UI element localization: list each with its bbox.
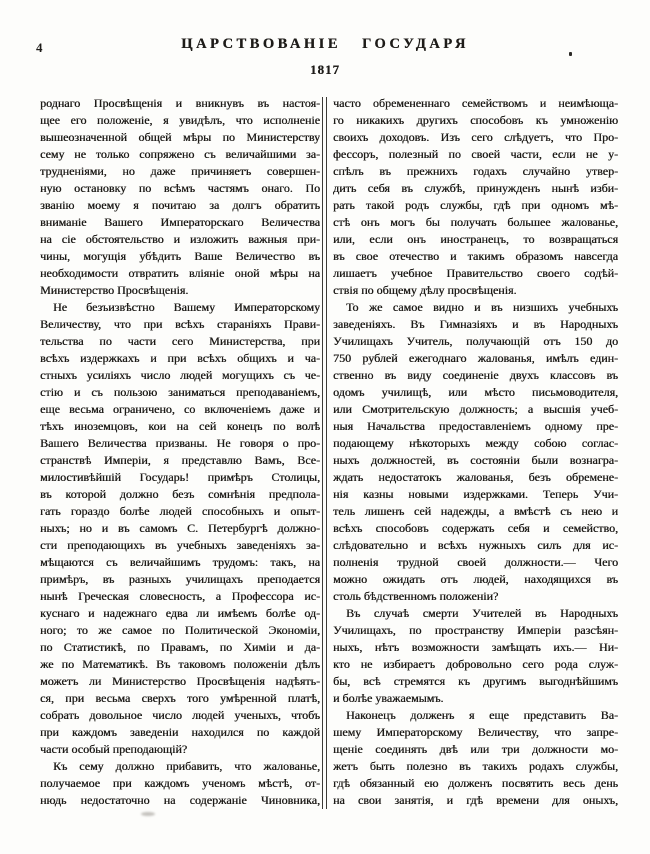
text-line: То же самое видно и въ низшихъ учебныхъ bbox=[346, 300, 618, 314]
text-line: го никакихъ другихъ способовъ къ умноженію bbox=[333, 113, 618, 127]
text-line: мѣщаются съ величайшимъ трудомъ: такъ, на bbox=[40, 555, 320, 569]
text-line: тѣхъ иноземцовъ, кои на сей конецъ по волѣ bbox=[40, 419, 320, 433]
text-line: слѣдовательно и всѣхъ нужныхъ силъ для ис- bbox=[333, 538, 618, 552]
paragraph bbox=[333, 299, 618, 605]
text-line: тель лишенъ сей надежды, а вмѣстѣ съ нею и bbox=[333, 504, 618, 518]
text-line: тельства по части сего Министерства, при bbox=[40, 334, 320, 348]
text-line: или, если онъ иностранецъ, то возвращаться bbox=[333, 232, 618, 246]
text-line: на сіе обстоятельство и изложить важныя при- bbox=[40, 232, 320, 246]
text-line: гдѣ обязанный ею долженъ посвятить весь день bbox=[333, 776, 618, 790]
text-line: ственно въ виду соединеніе двухъ классовъ въ bbox=[333, 368, 618, 382]
text-line: въ которой должно безъ сомнѣнія предпола- bbox=[40, 487, 320, 501]
text-line: вышеозначенной общей мѣры по Министерству bbox=[40, 130, 320, 144]
text-line: ныхъ; но и въ самомъ С. Петербургѣ должно- bbox=[40, 521, 320, 535]
text-line: роднаго Просвѣщенія и вникнувъ въ настоя- bbox=[40, 96, 320, 110]
text-line: ныхъ, нѣтъ возможности замѣщать ихъ.— Ни- bbox=[333, 640, 618, 654]
text-line: части особый преподающій? bbox=[40, 742, 188, 756]
text-line: ного; то же самое по Политической Экономіи, bbox=[40, 623, 320, 637]
text-column-left bbox=[40, 95, 320, 809]
text-line: въ свое отечество и такимъ образомъ навсегда bbox=[333, 249, 618, 263]
text-line: получаемое при каждомъ ученомъ мѣстѣ, от- bbox=[40, 776, 320, 790]
text-line: званію моему я почитаю за долгъ обратить bbox=[40, 198, 320, 212]
text-line: столь бѣдственномъ положеніи? bbox=[333, 589, 499, 603]
text-line: можетъ ли Министерство Просвѣщенія надѣять- bbox=[40, 674, 320, 688]
text-line: полненія трудной своей должности.— Чего bbox=[333, 555, 618, 569]
text-line: вниманіе Вашего Императорскаго Величества bbox=[40, 215, 320, 229]
text-line: рать такой родъ службы, гдѣ при одномъ мѣ- bbox=[333, 198, 618, 212]
text-line: ныя Начальства предоставленіемъ одному пре- bbox=[333, 419, 618, 433]
text-line: ждать недостатокъ жалованья, безъ обремене- bbox=[333, 470, 618, 484]
text-line: Величеству, что при всѣхъ стараніяхъ Прави- bbox=[40, 317, 320, 331]
text-line: всѣхъ способовъ содержать себя и семейство, bbox=[333, 521, 618, 535]
text-line: стію и съ пользою заниматься преподаваніемъ, bbox=[40, 385, 320, 399]
text-line: одомъ училищѣ, или мѣсто письмоводителя, bbox=[333, 385, 618, 399]
text-line: чины, могущія убѣдить Ваше Величество въ bbox=[40, 249, 320, 263]
text-line: нія казны новыми издержками. Теперь Учи- bbox=[333, 487, 618, 501]
text-line: шему Императорскому Величеству, что запре- bbox=[333, 725, 618, 739]
text-line: подающему нѣкоторыхъ между собою соглас- bbox=[333, 436, 618, 450]
text-line: щеніе соединять двѣ или три должности мо- bbox=[333, 742, 618, 756]
text-line: странствѣ Имперіи, я представлю Вамъ, Все- bbox=[40, 453, 320, 467]
text-line: можно ожидать отъ людей, находящихся въ bbox=[333, 572, 618, 586]
text-line: ся, при весьма сверхъ того умѣренной платѣ, bbox=[40, 691, 320, 705]
text-line: нюдь недостаточно на содержаніе Чиновника, bbox=[40, 793, 320, 807]
text-line: дить себя въ службѣ, принужденъ нынѣ изби- bbox=[333, 181, 618, 195]
paragraph bbox=[40, 95, 320, 299]
text-line: по Статистикѣ, по Правамъ, по Химіи и да- bbox=[40, 640, 320, 654]
text-line: всѣхъ издержкахъ и при всѣхъ общихъ и ча- bbox=[40, 351, 320, 365]
text-line: нынѣ Греческая словесность, а Профессора ис- bbox=[40, 589, 320, 603]
text-line: на свои занятія, и гдѣ времени для оныхъ, bbox=[333, 793, 618, 807]
text-line: 750 рублей ежегоднаго жалованья, имѣлъ един- bbox=[333, 351, 618, 365]
text-line: гать гораздо болѣе людей способныхъ и опыт- bbox=[40, 504, 320, 518]
text-line: стныхъ усиліяхъ число людей могущихъ съ че- bbox=[40, 368, 320, 382]
text-line: или Смотрительскую должность; а высшія учеб- bbox=[333, 402, 618, 416]
text-line: кто не избираетъ добровольно сего рода служ- bbox=[333, 657, 618, 671]
running-header-title: ЦАРСТВОВАНІЕ ГОСУДАРЯ bbox=[181, 36, 469, 52]
text-line: Вашего Величества призваны. Не говоря о про- bbox=[40, 436, 320, 450]
text-line: сти преподающихъ въ учебныхъ заведеніяхъ за- bbox=[40, 538, 320, 552]
text-line: Къ сему должно прибавить, что жалованье, bbox=[53, 759, 320, 773]
text-line: Не безъизвѣстно Вашему Императорскому bbox=[53, 300, 320, 314]
text-line: фессоръ, полезный по своей части, если не у- bbox=[333, 147, 618, 161]
ink-smudge bbox=[141, 812, 155, 816]
text-line: куснаго и надежнаго едва ли имѣемъ болѣе од- bbox=[40, 606, 320, 620]
text-line: своихъ доходовъ. Изъ сего слѣдуетъ, что Про- bbox=[333, 130, 618, 144]
text-line: Министерство Просвѣщенія. bbox=[40, 283, 189, 297]
text-line: Училищахъ Учитель, получающій отъ 150 до bbox=[333, 334, 618, 348]
ink-speck bbox=[569, 52, 572, 56]
column-divider-rule bbox=[322, 97, 327, 809]
text-line: Училищахъ, по пространству Имперіи разсѣян- bbox=[333, 623, 618, 637]
text-line: необходимости отвратить вліяніе оной мѣры на bbox=[40, 266, 320, 280]
text-line: же по Математикѣ. Въ таковомъ положеніи дѣлъ bbox=[40, 657, 320, 671]
text-line: ныхъ должностей, въ состояніи были вознагра- bbox=[333, 453, 618, 467]
text-line: сему не только сопряжено съ величайшими за- bbox=[40, 147, 320, 161]
page-number: 4 bbox=[36, 40, 43, 55]
text-line: еще весьма ограничено, со включеніемъ даже и bbox=[40, 402, 320, 416]
text-line: спѣлъ въ прежнихъ годахъ случайно утвер- bbox=[333, 164, 618, 178]
text-line: ную остановку по всѣмъ частямъ онаго. По bbox=[40, 181, 320, 195]
text-line: Наконецъ долженъ я еще представить Ва- bbox=[346, 708, 618, 722]
text-line: лишаетъ учебное Правительство своего содѣй- bbox=[333, 266, 618, 280]
running-header-year: 1817 bbox=[310, 62, 340, 77]
text-line: трудненіями, но даже причиняетъ совершен- bbox=[40, 164, 320, 178]
text-line: и болѣе уважаемымъ. bbox=[333, 691, 444, 705]
paragraph bbox=[333, 707, 618, 809]
paragraph bbox=[40, 758, 320, 809]
text-line: щее его положеніе, я увидѣлъ, что исполненіе bbox=[40, 113, 320, 127]
paragraph bbox=[333, 605, 618, 707]
text-line: примѣръ, въ разныхъ училищахъ преподается bbox=[40, 572, 320, 586]
text-line: ствія по общему дѣлу просвѣщенія. bbox=[333, 283, 517, 297]
text-line: стѣ онъ могъ бы получать большее жалованье, bbox=[333, 215, 618, 229]
text-line: бы, всѣ стремятся къ другимъ выгоднѣйшимъ bbox=[333, 674, 618, 688]
paragraph bbox=[40, 299, 320, 758]
paragraph bbox=[333, 95, 618, 299]
text-line: при каждомъ заведеніи находился по каждой bbox=[40, 725, 320, 739]
text-line: заведеніяхъ. Въ Гимназіяхъ и въ Народныхъ bbox=[333, 317, 618, 331]
text-line: собрать довольное число людей ученыхъ, чтобъ bbox=[40, 708, 320, 722]
text-line: часто обремененнаго семействомъ и неимѣюща- bbox=[333, 96, 618, 110]
text-line: милостивѣйшій Государь! примѣръ Столицы, bbox=[40, 470, 320, 484]
text-column-right bbox=[333, 95, 618, 809]
text-line: Въ случаѣ смерти Учителей въ Народныхъ bbox=[346, 606, 618, 620]
text-line: жетъ быть полезно въ такихъ родахъ службы, bbox=[333, 759, 618, 773]
